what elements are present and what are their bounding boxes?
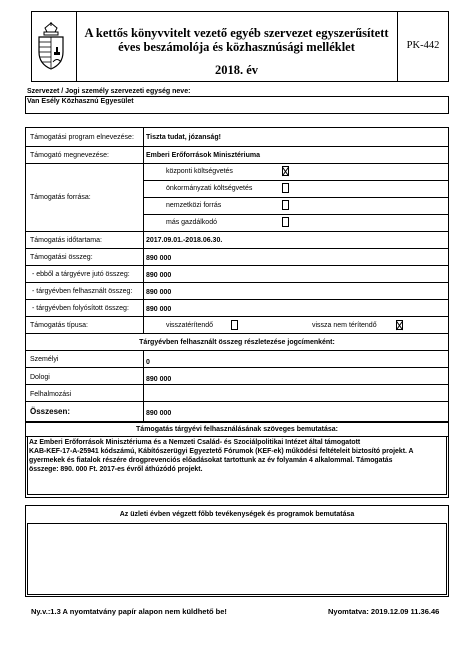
report-title-line-2: éves beszámolója és közhasznúsági melléklet [118,40,355,54]
personnel-value: 0 [146,359,150,366]
amount-label: Támogatási összeg: [30,254,93,261]
type-refundable-checkbox[interactable] [231,320,238,330]
description-heading: Támogatás tárgyévi felhasználásának szöveges bemutatása: [136,426,338,433]
description-line: KAB-KEF-17-A-25941 kódszámú, Kábítószerügyi Egyeztető Fórumok (KEF-ek) működési feltételeit biztosító projekt. A [29,448,414,455]
paid-amount-label: - tárgyévben folyósított összeg: [32,305,129,312]
source-option-other-label: más gazdálkodó [166,219,217,226]
accumulation-label: Felhalmozási [30,391,72,398]
description-line: gyermekek és fiatalok részére drogprevenciós előadásokat tartottunk az év folyamán 4 alkalommal. Támogatás [29,457,393,464]
report-year: 2018. év [214,63,259,77]
amount-value: 890 000 [146,255,172,262]
footer-version-note: Ny.v.:1.3 A nyomtatvány papír alapon nem küldhető be! [31,607,227,616]
personnel-label: Személyi [30,356,59,363]
used-amount-label: - tárgyévben felhasznált összeg: [32,288,133,295]
form-code: PK-442 [406,40,440,51]
used-amount-value: 890 000 [146,289,172,296]
activities-text-box [27,523,447,595]
org-name: Van Esély Közhasznú Egyesület [27,98,134,105]
source-option-international-label: nemzetközi forrás [166,202,222,209]
material-value: 890 000 [146,376,172,383]
program-label: Támogatási program elnevezése: [30,134,134,141]
source-option-central-label: központi költségvetés [166,168,233,175]
supporter-value: Emberi Erőforrások Minisztériuma [146,152,260,159]
source-option-other-checkbox[interactable] [282,217,289,227]
material-label: Dologi [30,374,50,381]
source-label: Támogatás forrása: [30,194,91,201]
total-label: Összesen: [30,407,71,416]
source-option-municipal-label: önkormányzati költségvetés [166,185,253,192]
description-line: Az Emberi Erőforrások Minisztériuma és a Nemzeti Család- és Szociálpolitikai Intézet által támogatott [29,439,361,446]
type-nonrefundable-checkbox[interactable] [396,320,403,330]
type-label: Támogatás típusa: [30,322,88,329]
breakdown-heading: Tárgyévben felhasznált összeg részletezése jogcímenként: [139,339,335,346]
year-amount-label: - ebből a tárgyévre jutó összeg: [32,271,130,278]
coat-of-arms-icon [36,22,66,70]
program-value: Tiszta tudat, józanság! [146,134,221,141]
total-value: 890 000 [146,410,172,417]
source-option-international-checkbox[interactable] [282,200,289,210]
source-option-central-checkbox[interactable] [282,166,289,176]
period-value: 2017.09.01.-2018.06.30. [146,237,223,244]
year-amount-value: 890 000 [146,272,172,279]
description-line: összege: 890. 000 Ft. 2017-es évről áthúzódó projekt. [29,466,203,473]
type-refundable-label: visszatérítendő [166,322,214,329]
source-option-municipal-checkbox[interactable] [282,183,289,193]
activities-heading: Az üzleti évben végzett főbb tevékenységek és programok bemutatása [119,511,355,518]
type-nonrefundable-label: vissza nem térítendő [312,322,377,329]
org-label: Szervezet / Jogi személy szervezeti egység neve: [27,88,191,95]
period-label: Támogatás időtartama: [30,237,102,244]
report-title-line-1: A kettős könyvvitelt vezető egyéb szervezet egyszerűsített [84,26,389,40]
paid-amount-value: 890 000 [146,306,172,313]
supporter-label: Támogató megnevezése: [30,152,109,159]
footer-print-date: Nyomtatva: 2019.12.09 11.36.46 [328,607,440,616]
